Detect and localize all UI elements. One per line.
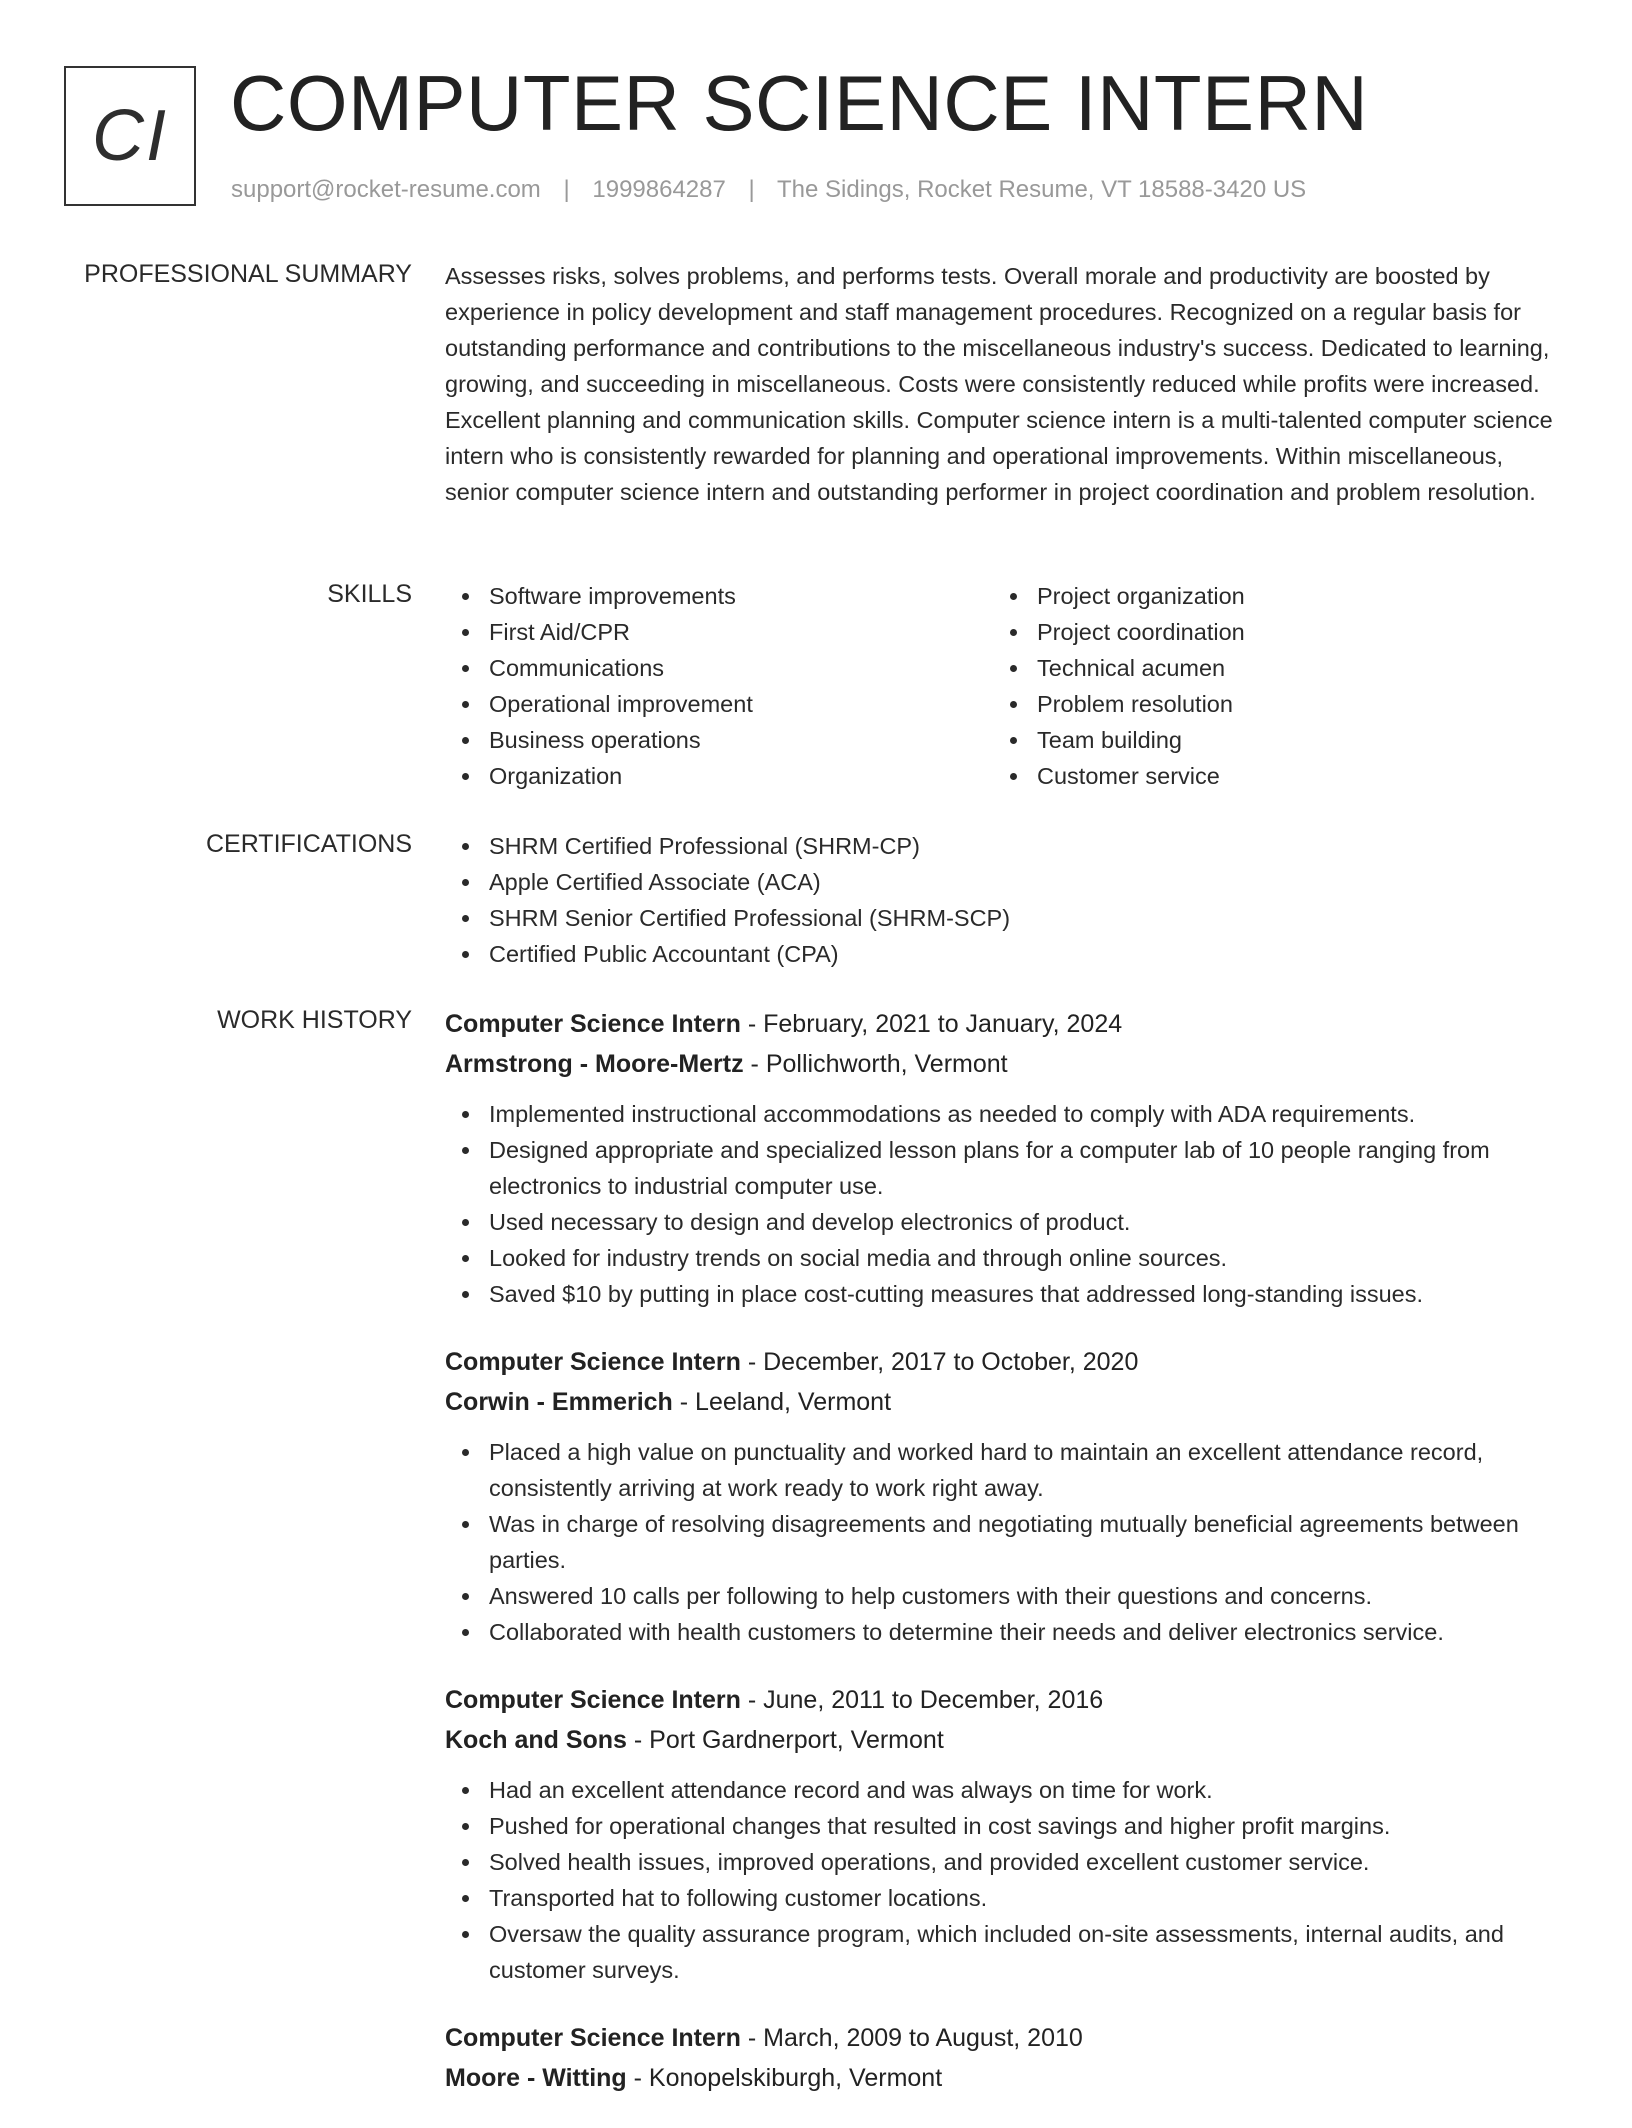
contact-address: The Sidings, Rocket Resume, VT 18588-3420 US [777, 176, 1307, 203]
job-title: Computer Science Intern [445, 1348, 741, 1376]
job-company-line [445, 1044, 1560, 1084]
candidate-name: COMPUTER SCIENCE INTERN [230, 59, 1369, 147]
contact-separator: | [748, 176, 755, 203]
summary-text: Assesses risks, solves problems, and performs tests. Overall morale and productivity are boosted by experience in policy development and staff management procedures. Recognized on a regular basis for outstanding performance and contributions to the miscellaneous industry's success. Dedicated to learning, growing, and succeeding in miscellaneous. Costs were consistently reduced while profits were increased. Excellent planning and communication skills. Computer science intern is a multi-talented computer science intern who is consistently rewarded for planning and operational improvements. Within miscellaneous, senior computer science intern and outstanding performer in project coordination and problem resolution. [445, 263, 1553, 505]
skill-item: Problem resolution [993, 686, 1541, 722]
skills-body [445, 578, 1560, 794]
job-bullet: Was in charge of resolving disagreements and negotiating mutually beneficial agreements between parties. [445, 1506, 1560, 1578]
skill-item: First Aid/CPR [445, 614, 993, 650]
certification-item: Certified Public Accountant (CPA) [445, 936, 1560, 972]
job-company: Corwin - Emmerich [445, 1388, 673, 1416]
job-company-line [445, 1382, 1560, 1422]
skill-item: Team building [993, 722, 1541, 758]
job-company: Koch and Sons [445, 1726, 627, 1754]
job-bullet: Answered 10 calls per following to help customers with their questions and concerns. [445, 1578, 1560, 1614]
certifications-heading: CERTIFICATIONS [205, 830, 412, 858]
job-company: Armstrong - Moore-Mertz [445, 1050, 744, 1078]
job-bullet: Placed a high value on punctuality and worked hard to maintain an excellent attendance record, consistently arriving at work ready to work right away. [445, 1434, 1560, 1506]
job-entry [445, 2018, 1560, 2098]
skill-item: Project coordination [993, 614, 1541, 650]
job-dates: - December, 2017 to October, 2020 [740, 1348, 1139, 1376]
job-company: Moore - Witting [445, 2064, 627, 2092]
summary-body [445, 258, 1560, 510]
skills-list-left [445, 578, 993, 794]
job-dates: - February, 2021 to January, 2024 [740, 1010, 1123, 1038]
job-dates: - June, 2011 to December, 2016 [740, 1686, 1104, 1714]
job-title-line [445, 1680, 1560, 1720]
work-history-heading: WORK HISTORY [217, 1006, 412, 1034]
job-entry [445, 1004, 1560, 1312]
certification-item: SHRM Certified Professional (SHRM-CP) [445, 828, 1560, 864]
job-title-line [445, 1342, 1560, 1382]
job-bullets [445, 1434, 1560, 1650]
job-entry [445, 1680, 1560, 1988]
contact-separator: | [563, 176, 570, 203]
monogram-badge [64, 66, 196, 206]
job-title: Computer Science Intern [445, 1686, 741, 1714]
job-company-line [445, 2058, 1560, 2098]
job-bullets [445, 1096, 1560, 1312]
job-bullet: Designed appropriate and specialized lesson plans for a computer lab of 10 people ranging from electronics to industrial computer use. [445, 1132, 1560, 1204]
job-title-line [445, 1004, 1560, 1044]
contact-line [231, 176, 1306, 204]
job-bullet: Transported hat to following customer locations. [445, 1880, 1560, 1916]
skill-item: Organization [445, 758, 993, 794]
certifications-list [445, 828, 1560, 972]
job-bullets [445, 1772, 1560, 1988]
job-bullet: Pushed for operational changes that resulted in cost savings and higher profit margins. [445, 1808, 1560, 1844]
job-bullet: Had an excellent attendance record and was always on time for work. [445, 1772, 1560, 1808]
job-location: - Port Gardnerport, Vermont [626, 1726, 944, 1754]
job-location: - Leeland, Vermont [672, 1388, 892, 1416]
work-history-body [445, 1004, 1560, 2128]
job-title: Computer Science Intern [445, 2024, 741, 2052]
job-bullet: Used necessary to design and develop electronics of product. [445, 1204, 1560, 1240]
contact-email: support@rocket-resume.com [231, 176, 541, 203]
skill-item: Technical acumen [993, 650, 1541, 686]
job-dates: - March, 2009 to August, 2010 [740, 2024, 1083, 2052]
skill-item: Business operations [445, 722, 993, 758]
skill-item: Software improvements [445, 578, 993, 614]
skill-item: Customer service [993, 758, 1541, 794]
skills-heading: SKILLS [327, 580, 412, 608]
certification-item: SHRM Senior Certified Professional (SHRM-SCP) [445, 900, 1560, 936]
job-location: - Pollichworth, Vermont [743, 1050, 1008, 1078]
summary-heading: PROFESSIONAL SUMMARY [84, 260, 412, 288]
job-bullet: Collaborated with health customers to determine their needs and deliver electronics service. [445, 1614, 1560, 1650]
certification-item: Apple Certified Associate (ACA) [445, 864, 1560, 900]
job-entry [445, 1342, 1560, 1650]
job-location: - Konopelskiburgh, Vermont [626, 2064, 943, 2092]
contact-phone: 1999864287 [592, 176, 726, 203]
job-bullet: Oversaw the quality assurance program, which included on-site assessments, internal audits, and customer surveys. [445, 1916, 1560, 1988]
certifications-body [445, 828, 1560, 972]
job-bullet: Solved health issues, improved operations, and provided excellent customer service. [445, 1844, 1560, 1880]
job-bullet: Implemented instructional accommodations as needed to comply with ADA requirements. [445, 1096, 1560, 1132]
job-title-line [445, 2018, 1560, 2058]
job-bullet: Saved $10 by putting in place cost-cutting measures that addressed long-standing issues. [445, 1276, 1560, 1312]
job-title: Computer Science Intern [445, 1010, 741, 1038]
skill-item: Project organization [993, 578, 1541, 614]
skill-item: Communications [445, 650, 993, 686]
job-company-line [445, 1720, 1560, 1760]
skills-list-right [993, 578, 1541, 794]
monogram-initials: CI [92, 96, 168, 176]
skill-item: Operational improvement [445, 686, 993, 722]
job-bullet: Looked for industry trends on social media and through online sources. [445, 1240, 1560, 1276]
